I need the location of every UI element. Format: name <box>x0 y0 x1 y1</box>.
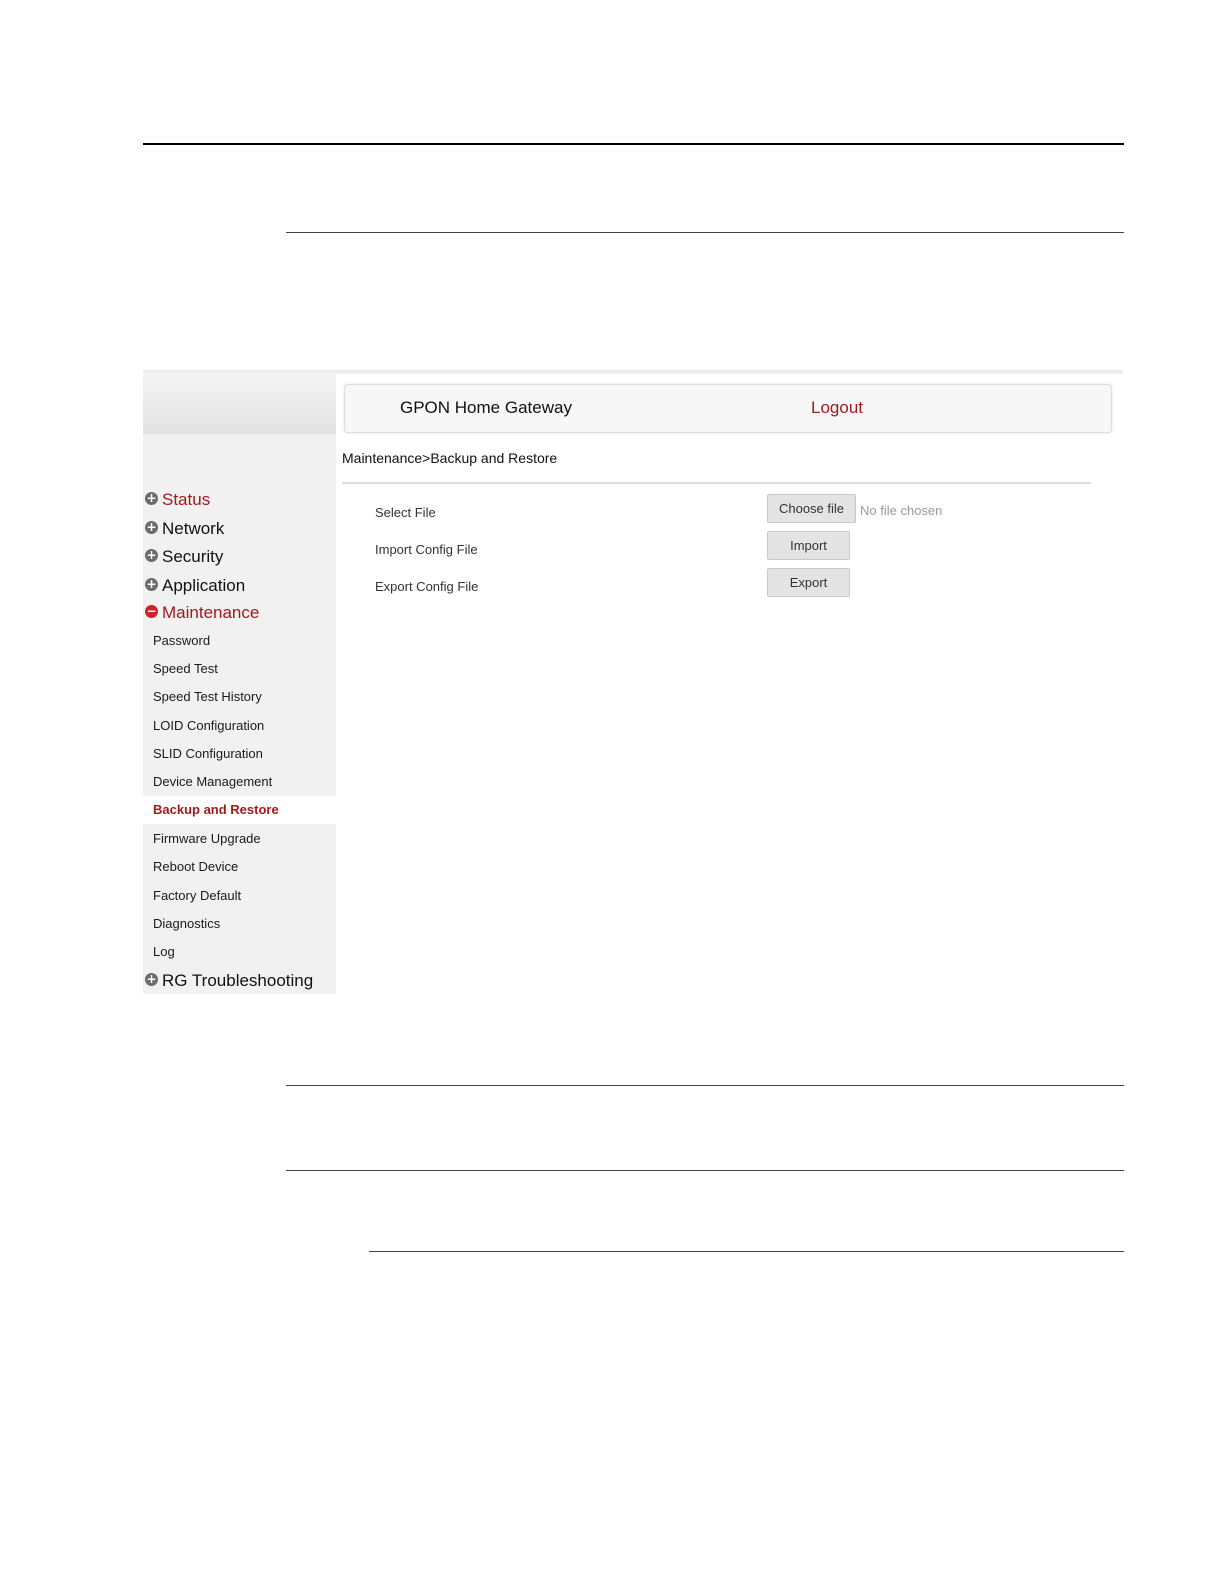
header-bar <box>344 384 1112 433</box>
sidebar-item-maintenance[interactable] <box>145 603 259 623</box>
content-divider <box>342 482 1091 484</box>
choose-file-button[interactable]: Choose file <box>767 494 856 523</box>
section-rule <box>286 1085 1124 1086</box>
sidebar-subitem-log[interactable]: Log <box>153 944 175 959</box>
sidebar-subitem-loid-configuration[interactable]: LOID Configuration <box>153 718 265 733</box>
import-config-label: Import Config File <box>375 542 478 557</box>
sidebar-item-status[interactable] <box>145 490 210 510</box>
import-button[interactable]: Import <box>767 531 850 560</box>
export-button[interactable]: Export <box>767 568 850 597</box>
section-rule <box>286 232 1124 233</box>
sidebar-subitem-password[interactable]: Password <box>153 633 211 648</box>
breadcrumb: Maintenance>Backup and Restore <box>342 450 558 466</box>
export-config-label: Export Config File <box>375 579 479 594</box>
sidebar-item-label: RG Troubleshooting <box>162 971 314 990</box>
sidebar-item-network[interactable] <box>145 519 224 539</box>
logout-link[interactable]: Logout <box>811 398 863 417</box>
section-rule <box>369 1251 1124 1252</box>
gateway-web-ui <box>143 370 1123 994</box>
sidebar <box>143 374 336 994</box>
app-title: GPON Home Gateway <box>400 398 572 417</box>
file-status-text: No file chosen <box>860 503 943 518</box>
sidebar-item-label: Network <box>162 519 225 538</box>
sidebar-item-application[interactable] <box>145 576 245 596</box>
page-top-rule <box>143 143 1124 145</box>
logo-area <box>143 374 336 434</box>
sidebar-subitem-slid-configuration[interactable]: SLID Configuration <box>153 746 263 761</box>
sidebar-item-label: Backup and Restore <box>153 802 279 817</box>
select-file-label: Select File <box>375 505 436 520</box>
sidebar-subitem-firmware-upgrade[interactable]: Firmware Upgrade <box>153 831 261 846</box>
sidebar-subitem-reboot-device[interactable]: Reboot Device <box>153 859 239 874</box>
sidebar-subitem-diagnostics[interactable]: Diagnostics <box>153 916 221 931</box>
expand-plus-icon: + <box>146 491 157 505</box>
sidebar-item-label: Application <box>162 576 246 595</box>
collapse-minus-icon: − <box>146 604 157 618</box>
sidebar-subitem-speed-test-history[interactable]: Speed Test History <box>153 689 262 704</box>
sidebar-subitem-backup-and-restore[interactable] <box>143 796 336 824</box>
sidebar-item-rg-troubleshooting[interactable] <box>145 971 313 991</box>
expand-plus-icon: + <box>146 548 157 562</box>
sidebar-subitem-speed-test[interactable]: Speed Test <box>153 661 218 676</box>
sidebar-item-label: Status <box>162 490 211 509</box>
sidebar-subitem-factory-default[interactable]: Factory Default <box>153 888 242 903</box>
sidebar-item-label: Maintenance <box>162 603 260 622</box>
expand-plus-icon: + <box>146 972 157 986</box>
sidebar-item-label: Security <box>162 547 224 566</box>
sidebar-item-security[interactable] <box>145 547 223 567</box>
sidebar-subitem-device-management[interactable]: Device Management <box>153 774 273 789</box>
section-rule <box>286 1170 1124 1171</box>
expand-plus-icon: + <box>146 520 157 534</box>
expand-plus-icon: + <box>146 577 157 591</box>
